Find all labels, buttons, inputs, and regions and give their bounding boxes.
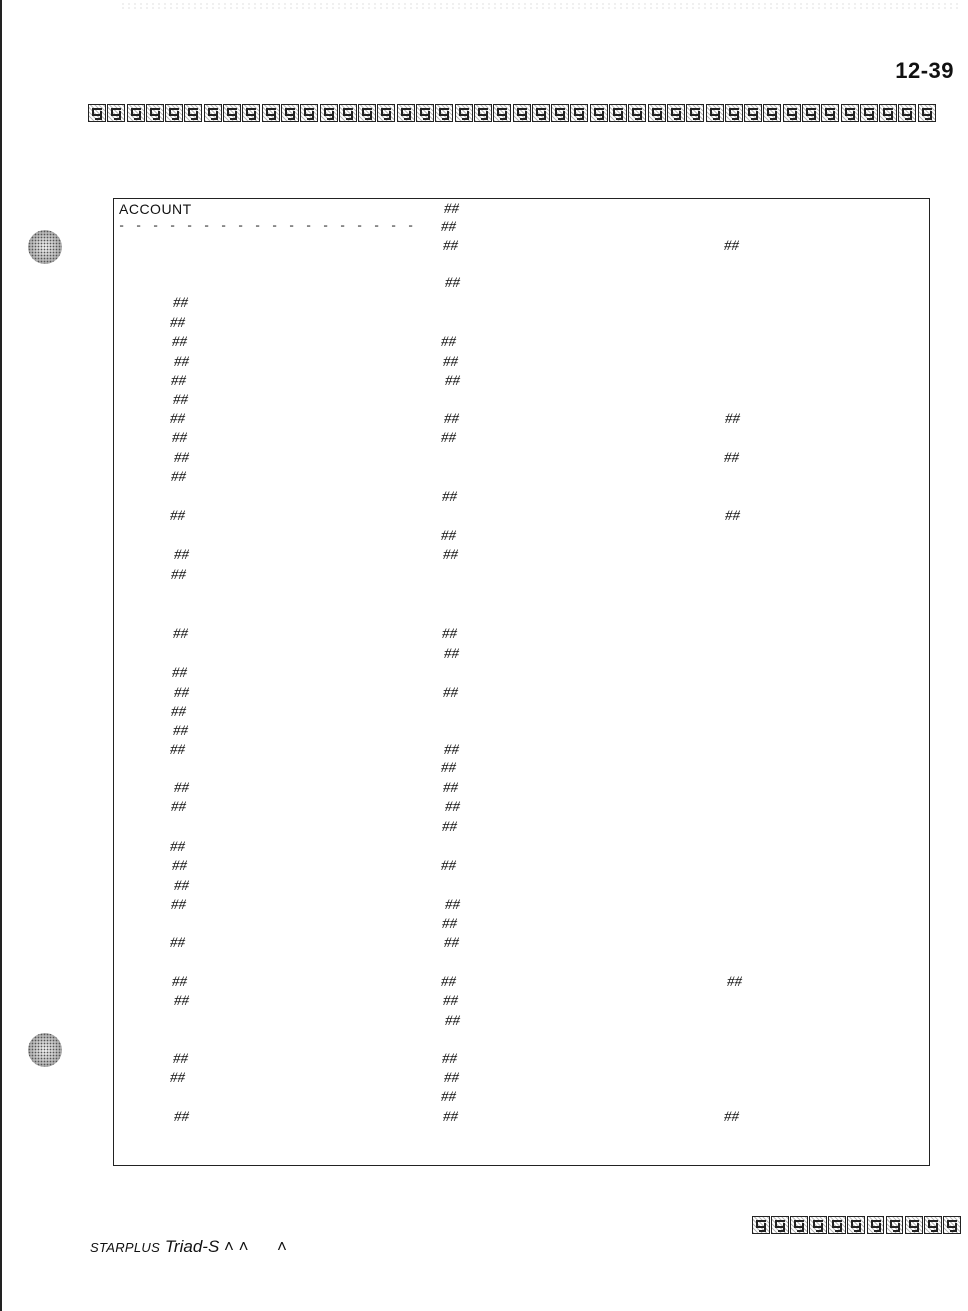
report-cell-marker: ## [173, 295, 188, 311]
greek-key-tile [532, 104, 550, 122]
greek-key-tile [771, 1216, 789, 1234]
report-cell-marker: ## [441, 1089, 456, 1105]
report-cell-marker: ## [724, 238, 739, 254]
greek-key-border-bottom [752, 1216, 962, 1236]
report-frame [113, 198, 930, 1166]
greek-key-tile [146, 104, 164, 122]
greek-key-tile [223, 104, 241, 122]
footer-brand-prefix: STARPLUS [90, 1240, 161, 1255]
greek-key-tile [828, 1216, 846, 1234]
report-cell-marker: ## [443, 547, 458, 563]
report-frame-edge [929, 199, 930, 1165]
report-cell-marker: ## [171, 799, 186, 815]
greek-key-tile [943, 1216, 961, 1234]
greek-key-tile [918, 104, 936, 122]
greek-key-tile [184, 104, 202, 122]
report-cell-marker: ## [445, 799, 460, 815]
page-left-edge [0, 0, 2, 1311]
greek-key-tile [127, 104, 145, 122]
report-cell-marker: ## [174, 685, 189, 701]
report-cell-marker: ## [442, 1051, 457, 1067]
report-cell-marker: ## [173, 723, 188, 739]
report-cell-marker: ## [445, 897, 460, 913]
greek-key-tile [628, 104, 646, 122]
greek-key-tile [905, 1216, 923, 1234]
report-cell-marker: ## [444, 411, 459, 427]
greek-key-tile [609, 104, 627, 122]
report-cell-marker: ## [441, 858, 456, 874]
greek-key-tile [898, 104, 916, 122]
report-cell-marker: ## [174, 547, 189, 563]
greek-key-tile [551, 104, 569, 122]
report-cell-marker: ## [170, 1070, 185, 1086]
greek-key-border-top [88, 104, 950, 124]
report-cell-marker: ## [170, 508, 185, 524]
greek-key-tile [397, 104, 415, 122]
greek-key-tile [879, 104, 897, 122]
binder-hole-icon [28, 1033, 62, 1067]
greek-key-tile [821, 104, 839, 122]
greek-key-tile [416, 104, 434, 122]
report-cell-marker: ## [443, 993, 458, 1009]
greek-key-tile [242, 104, 260, 122]
report-cell-marker: ## [172, 334, 187, 350]
greek-key-tile [204, 104, 222, 122]
report-cell-marker: ## [443, 685, 458, 701]
greek-key-tile [725, 104, 743, 122]
report-cell-marker: ## [443, 238, 458, 254]
report-cell-marker: ## [444, 201, 459, 217]
report-cell-marker: ## [174, 450, 189, 466]
report-cell-marker: ## [727, 974, 742, 990]
footer-brand-name: Triad-S [164, 1237, 220, 1256]
report-cell-marker: ## [174, 993, 189, 1009]
footer-brand [90, 1237, 287, 1257]
report-cell-marker: ## [173, 392, 188, 408]
report-cell-marker: ## [445, 373, 460, 389]
report-cell-marker: ## [724, 1109, 739, 1125]
binder-hole-icon [28, 230, 62, 264]
greek-key-tile [570, 104, 588, 122]
greek-key-tile [686, 104, 704, 122]
greek-key-tile [262, 104, 280, 122]
greek-key-tile [320, 104, 338, 122]
report-cell-marker: ## [725, 508, 740, 524]
greek-key-tile [358, 104, 376, 122]
report-cell-marker: ## [444, 742, 459, 758]
report-cell-marker: ## [441, 528, 456, 544]
greek-key-tile [107, 104, 125, 122]
report-cell-marker: ## [442, 819, 457, 835]
greek-key-tile [88, 104, 106, 122]
greek-key-tile [706, 104, 724, 122]
report-cell-marker: ## [445, 1013, 460, 1029]
greek-key-tile [513, 104, 531, 122]
greek-key-tile [493, 104, 511, 122]
report-cell-marker: ## [441, 974, 456, 990]
report-cell-marker: ## [173, 626, 188, 642]
greek-key-tile [300, 104, 318, 122]
report-cell-marker: ## [170, 935, 185, 951]
report-cell-marker: ## [170, 315, 185, 331]
greek-key-tile [867, 1216, 885, 1234]
greek-key-tile [165, 104, 183, 122]
greek-key-tile [841, 104, 859, 122]
greek-key-tile [802, 104, 820, 122]
report-cell-marker: ## [172, 858, 187, 874]
report-cell-marker: ## [171, 704, 186, 720]
report-cell-marker: ## [442, 916, 457, 932]
report-cell-marker: ## [170, 742, 185, 758]
report-header-title: ACCOUNT [119, 201, 192, 217]
greek-key-tile [783, 104, 801, 122]
report-cell-marker: ## [444, 1070, 459, 1086]
greek-key-tile [763, 104, 781, 122]
greek-key-tile [809, 1216, 827, 1234]
greek-key-tile [752, 1216, 770, 1234]
report-cell-marker: ## [172, 430, 187, 446]
scan-speckle [120, 2, 960, 10]
greek-key-tile [455, 104, 473, 122]
greek-key-tile [648, 104, 666, 122]
report-cell-marker: ## [170, 411, 185, 427]
report-cell-marker: ## [442, 626, 457, 642]
report-cell-marker: ## [172, 665, 187, 681]
report-cell-marker: ## [444, 935, 459, 951]
report-cell-marker: ## [441, 760, 456, 776]
report-cell-marker: ## [174, 780, 189, 796]
greek-key-tile [847, 1216, 865, 1234]
greek-key-tile [860, 104, 878, 122]
report-cell-marker: ## [442, 489, 457, 505]
report-cell-marker: ## [441, 219, 456, 235]
report-cell-marker: ## [724, 450, 739, 466]
greek-key-tile [281, 104, 299, 122]
greek-key-tile [790, 1216, 808, 1234]
greek-key-tile [744, 104, 762, 122]
greek-key-tile [590, 104, 608, 122]
report-cell-marker: ## [443, 354, 458, 370]
report-cell-marker: ## [174, 878, 189, 894]
report-cell-marker: ## [173, 1051, 188, 1067]
report-cell-marker: ## [441, 334, 456, 350]
report-cell-marker: ## [443, 1109, 458, 1125]
report-cell-marker: ## [445, 275, 460, 291]
report-header-rule: - - - - - - - - - - - - - - - - - - [118, 219, 416, 233]
greek-key-tile [435, 104, 453, 122]
greek-key-tile [667, 104, 685, 122]
report-cell-marker: ## [441, 430, 456, 446]
report-cell-marker: ## [171, 373, 186, 389]
report-cell-marker: ## [174, 354, 189, 370]
report-cell-marker: ## [174, 1109, 189, 1125]
report-cell-marker: ## [171, 897, 186, 913]
report-cell-marker: ## [171, 469, 186, 485]
greek-key-tile [924, 1216, 942, 1234]
report-cell-marker: ## [171, 567, 186, 583]
greek-key-tile [474, 104, 492, 122]
report-cell-marker: ## [444, 646, 459, 662]
greek-key-tile [886, 1216, 904, 1234]
footer-marks: ˄ ˄ ˄ [224, 1237, 287, 1256]
report-cell-marker: ## [172, 974, 187, 990]
report-cell-marker: ## [170, 839, 185, 855]
report-cell-marker: ## [725, 411, 740, 427]
greek-key-tile [377, 104, 395, 122]
greek-key-tile [339, 104, 357, 122]
page-number: 12-39 [895, 58, 954, 83]
report-cell-marker: ## [443, 780, 458, 796]
